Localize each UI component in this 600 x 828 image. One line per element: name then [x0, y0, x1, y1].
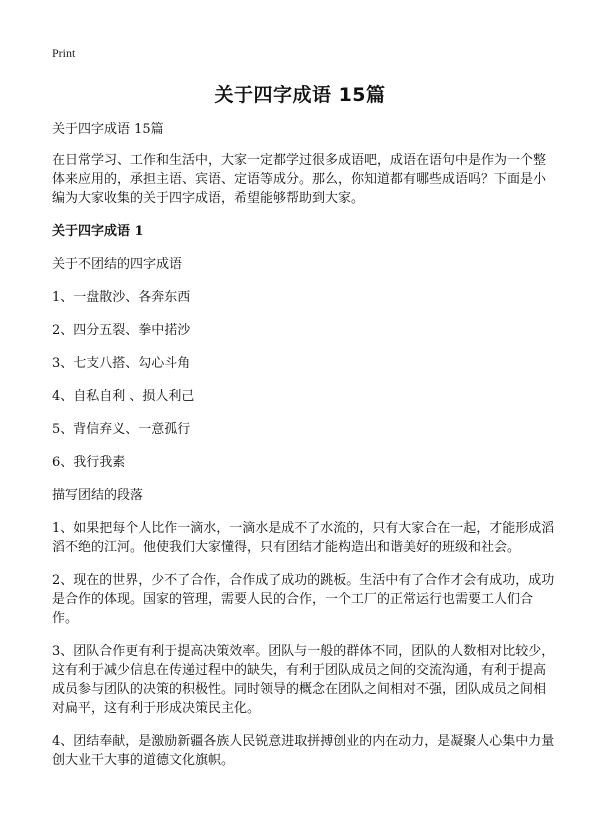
document-subtitle: 关于四字成语 15篇 — [52, 122, 164, 137]
print-label: Print — [52, 46, 76, 60]
idiom-item: 5、背信弃义、一意孤行 — [52, 422, 191, 437]
body-paragraph: 4、团结奉献，是激励新疆各族人民锐意进取拼搏创业的内在动力，是凝聚人心集中力量创大业干大事的道德文化旗帜。 — [52, 734, 555, 768]
idiom-item: 3、七支八搭、勾心斗角 — [52, 356, 191, 371]
body-paragraph: 2、现在的世界，少不了合作，合作成了成功的跳板。生活中有了合作才会有成功，成功是合作的体现。国家的管理，需要人民的合作，一个工厂的正常运行也需要工人们合作。 — [52, 573, 555, 626]
idiom-item: 2、四分五裂、拳中掿沙 — [52, 323, 191, 338]
document-title: 关于四字成语 15篇 — [214, 84, 386, 106]
paragraph-heading: 描写团结的段落 — [52, 488, 144, 503]
idiom-item: 1、一盘散沙、各奔东西 — [52, 290, 191, 305]
section-subheading: 关于不团结的四字成语 — [52, 257, 183, 272]
body-paragraph: 1、如果把每个人比作一滴水，一滴水是成不了水流的，只有大家合在一起，才能形成滔滔不绝的江河。他使我们大家懂得，只有团结才能构造出和谐美好的班级和社会。 — [52, 521, 555, 555]
body-paragraph: 3、团队合作更有利于提高决策效率。团队与一般的群体不同，团队的人数相对比较少，这有利于减少信息在传递过程中的缺失，有利于团队成员之间的交流沟通，有利于提高成员参与团队的决策的积极性。同时领导的概念在团队之间相对不强，团队成员之间相对扁平，这有利于形成决策民主化。 — [52, 644, 555, 716]
intro-paragraph: 在日常学习、工作和生活中，大家一定都学过很多成语吧，成语在语句中是作为一个整体来应用的，承担主语、宾语、定语等成分。那么，你知道都有哪些成语吗？下面是小编为大家收集的关于四字成语，希望能够帮助到大家。 — [52, 153, 547, 206]
section-heading: 关于四字成语 1 — [52, 224, 144, 239]
idiom-item: 6、我行我素 — [52, 455, 126, 470]
idiom-item: 4、自私自利 、损人利己 — [52, 389, 195, 404]
document-body — [52, 120, 556, 784]
